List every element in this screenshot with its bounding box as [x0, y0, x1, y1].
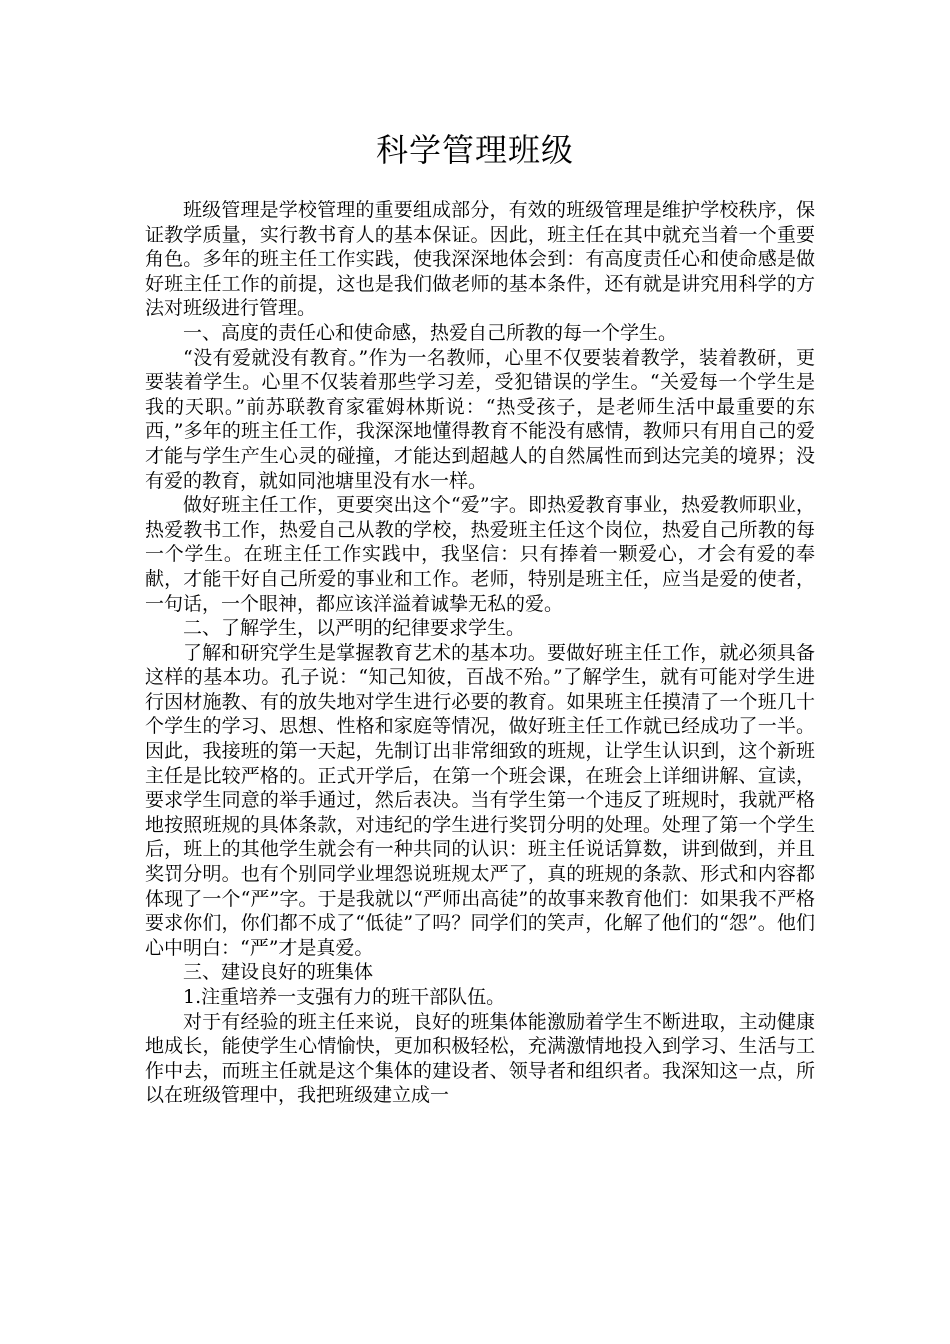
- section-heading-3: 三、建设良好的班集体: [183, 961, 374, 984]
- body-paragraph: “没有爱就没有教育。”作为一名教师，心里不仅要装着教学，装着教研，更要装着学生。心里不仅装着那些学习差，受犯错误的学生。“关爱每一个学生是我的天职。”前苏联教育家霍姆林斯说：“热受孩子，是老师生活中最重要的东西，”多年的班主任工作，我深深地懂得教育不能没有感情，教师只有用自己的爱才能与学生产生心灵的碰撞，才能达到超越人的自然属性而到达完美的境界；没有爱的教育，就如同池塘里没有水一样。: [145, 346, 815, 492]
- body-paragraph: 做好班主任工作，更要突出这个“爱”字。即热爱教育事业，热爱教师职业，热爱教书工作，热爱自己从教的学校，热爱班主任这个岗位，热爱自己所教的每一个学生。在班主任工作实践中，我坚信：只有捧着一颗爱心，才会有爱的奉献，才能干好自己所爱的事业和工作。老师，特别是班主任，应当是爱的使者，一句话，一个眼神，都应该洋溢着诚挚无私的爱。: [145, 494, 815, 615]
- subsection-heading-1: 1.注重培养一支强有力的班干部队伍。: [183, 986, 506, 1008]
- intro-paragraph: 班级管理是学校管理的重要组成部分，有效的班级管理是维护学校秩序，保证教学质量，实行教书育人的基本保证。因此，班主任在其中就充当着一个重要角色。多年的班主任工作实践，使我深深地体会到：有高度责任心和使命感是做好班主任工作的前提，这也是我们做老师的基本条件，还有就是讲究用科学的方法对班级进行管理。: [145, 199, 815, 320]
- section-heading-2: 二、了解学生，以严明的纪律要求学生。: [183, 617, 526, 640]
- section-heading-1: 一、高度的责任心和使命感，热爱自己所教的每一个学生。: [183, 321, 678, 344]
- body-paragraph: 对于有经验的班主任来说，良好的班集体能激励着学生不断进取，主动健康地成长，能使学生心情愉快，更加积极轻松，充满激情地投入到学习、生活与工作中去，而班主任就是这个集体的建设者、领导者和组织者。我深知这一点，所以在班级管理中，我把班级建立成一: [145, 1010, 815, 1107]
- document-body: [145, 198, 815, 1108]
- document-title: 科学管理班级: [375, 131, 574, 169]
- body-paragraph: 了解和研究学生是掌握教育艺术的基本功。要做好班主任工作，就必须具备这样的基本功。孔子说：“知己知彼，百战不殆。”了解学生，就有可能对学生进行因材施教、有的放失地对学生进行必要的教育。如果班主任摸清了一个班几十个学生的学习、思想、性格和家庭等情况，做好班主任工作就已经成功了一半。因此，我接班的第一天起，先制订出非常细致的班规，让学生认识到，这个新班主任是比较严格的。正式开学后，在第一个班会课，在班会上详细讲解、宣读，要求学生同意的举手通过，然后表决。当有学生第一个违反了班规时，我就严格地按照班规的具体条款，对违纪的学生进行奖罚分明的处理。处理了第一个学生后，班上的其他学生就会有一种共同的认识：班主任说话算数，讲到做到，并且奖罚分明。也有个别同学业埋怨说班规太严了，真的班规的条款、形式和内容都体现了一个“严”字。于是我就以“严师出高徒”的故事来教育他们：如果我不严格要求你们，你们都不成了“低徒”了吗？同学们的笑声，化解了他们的“怨”。他们心中明白：“严”才是真爱。: [145, 641, 815, 959]
